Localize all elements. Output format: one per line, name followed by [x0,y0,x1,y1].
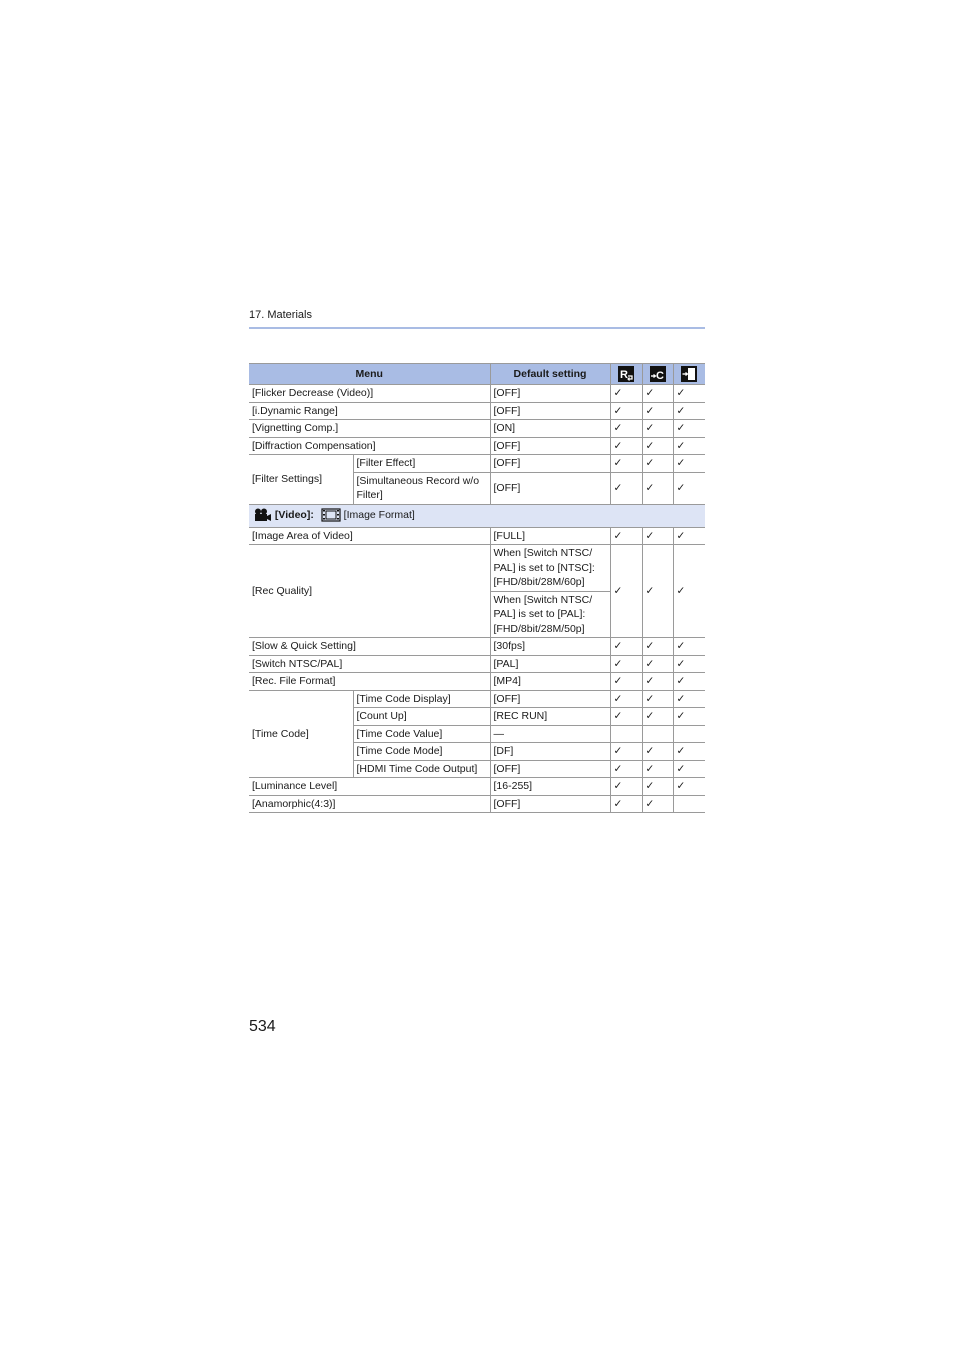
menu-cell: [Luminance Level] [249,778,490,796]
section-title: [Video]: [274,509,314,522]
default-cell: [OFF] [490,472,610,504]
table-row [249,545,705,592]
menu-cell: [Image Area of Video] [249,527,490,545]
section-header-row [249,504,705,527]
copy-settings-column-header [673,364,705,385]
check-mark: ✓ [610,385,642,403]
default-cell: [16-255] [490,778,610,796]
page-number: 534 [249,1018,276,1035]
restore-custom-column-header [642,364,673,385]
check-mark: ✓ [642,385,673,403]
check-mark: ✓ [642,795,673,813]
table-row [249,655,705,673]
table-header-row [249,364,705,385]
table-row [249,402,705,420]
check-mark: ✓ [673,455,705,473]
table-row [249,420,705,438]
default-cell: [30fps] [490,638,610,656]
check-mark: ✓ [642,673,673,691]
table-row [249,527,705,545]
table-row [249,795,705,813]
section-subtitle: [Image Format] [343,509,415,522]
table-row [249,385,705,403]
default-cell: [REC RUN] [490,708,610,726]
menu-cell: [Flicker Decrease (Video)] [249,385,490,403]
restore-recording-settings-icon [618,366,634,382]
check-mark: ✓ [673,778,705,796]
restore-recording-column-header [610,364,642,385]
group-menu-cell: [Filter Settings] [249,455,353,505]
check-mark: ✓ [673,708,705,726]
menu-settings-table [249,363,705,813]
check-mark: ✓ [642,638,673,656]
check-mark: ✓ [610,437,642,455]
check-mark: ✓ [610,673,642,691]
check-mark: ✓ [610,545,642,638]
default-cell: [FULL] [490,527,610,545]
video-camera-icon [254,508,272,522]
table-row [249,778,705,796]
default-cell: When [Switch NTSC/ PAL] is set to [NTSC]: [FHD/8bit/28M/60p] [490,545,610,592]
check-mark: ✓ [610,420,642,438]
sub-menu-cell: [Time Code Display] [353,690,490,708]
menu-cell: [Switch NTSC/PAL] [249,655,490,673]
table-row [249,455,705,473]
group-menu-cell: [Time Code] [249,690,353,778]
check-mark: ✓ [642,690,673,708]
check-mark: ✓ [642,527,673,545]
check-mark: ✓ [610,690,642,708]
check-mark: ✓ [642,778,673,796]
default-cell: [DF] [490,743,610,761]
default-cell: [OFF] [490,760,610,778]
default-cell: [OFF] [490,437,610,455]
check-mark: ✓ [610,402,642,420]
check-mark: ✓ [673,743,705,761]
sub-menu-cell: [Time Code Value] [353,725,490,743]
restore-custom-mode-icon [650,366,666,382]
default-cell: [OFF] [490,402,610,420]
check-mark: ✓ [642,472,673,504]
table-row [249,638,705,656]
check-mark: ✓ [673,760,705,778]
check-mark: ✓ [610,760,642,778]
check-mark [673,725,705,743]
svg-text:C: C [655,370,664,382]
check-mark: ✓ [673,402,705,420]
check-mark: ✓ [673,420,705,438]
check-mark: ✓ [673,545,705,638]
check-mark: ✓ [610,743,642,761]
check-mark: ✓ [642,743,673,761]
menu-cell: [Rec Quality] [249,545,490,638]
table-row [249,690,705,708]
check-mark: ✓ [610,655,642,673]
check-mark: ✓ [673,655,705,673]
check-mark: ✓ [673,437,705,455]
check-mark [610,725,642,743]
check-mark: ✓ [673,690,705,708]
sub-menu-cell: [Time Code Mode] [353,743,490,761]
check-mark: ✓ [673,472,705,504]
check-mark: ✓ [610,455,642,473]
sub-menu-cell: [Filter Effect] [353,455,490,473]
menu-cell: [Vignetting Comp.] [249,420,490,438]
table-row [249,673,705,691]
check-mark: ✓ [610,708,642,726]
menu-cell: [i.Dynamic Range] [249,402,490,420]
header-divider [249,327,705,329]
default-cell: [OFF] [490,795,610,813]
section-header-cell [249,504,705,527]
check-mark: ✓ [673,638,705,656]
default-cell: [PAL] [490,655,610,673]
check-mark: ✓ [642,545,673,638]
check-mark [673,795,705,813]
check-mark [642,725,673,743]
check-mark: ✓ [610,795,642,813]
check-mark: ✓ [642,402,673,420]
menu-cell: [Rec. File Format] [249,673,490,691]
check-mark: ✓ [610,638,642,656]
table-row [249,437,705,455]
check-mark: ✓ [673,385,705,403]
film-frame-icon [321,508,341,522]
menu-column-header: Menu [249,364,490,385]
default-cell: [OFF] [490,455,610,473]
check-mark: ✓ [610,472,642,504]
sub-menu-cell: [Simultaneous Record w/o Filter] [353,472,490,504]
default-cell: [ON] [490,420,610,438]
sub-menu-cell: [HDMI Time Code Output] [353,760,490,778]
default-cell: — [490,725,610,743]
menu-cell: [Diffraction Compensation] [249,437,490,455]
copy-settings-icon [681,366,697,382]
chapter-title: 17. Materials [249,309,312,321]
menu-cell: [Anamorphic(4:3)] [249,795,490,813]
svg-text:R: R [620,369,628,381]
check-mark: ✓ [642,455,673,473]
check-mark: ✓ [673,673,705,691]
default-cell: [OFF] [490,690,610,708]
default-cell: [OFF] [490,385,610,403]
default-cell: [MP4] [490,673,610,691]
default-setting-column-header: Default setting [490,364,610,385]
check-mark: ✓ [673,527,705,545]
sub-menu-cell: [Count Up] [353,708,490,726]
check-mark: ✓ [642,655,673,673]
default-cell: When [Switch NTSC/ PAL] is set to [PAL]: [FHD/8bit/28M/50p] [490,591,610,638]
check-mark: ✓ [642,437,673,455]
check-mark: ✓ [642,420,673,438]
check-mark: ✓ [642,760,673,778]
menu-cell: [Slow & Quick Setting] [249,638,490,656]
check-mark: ✓ [610,778,642,796]
check-mark: ✓ [610,527,642,545]
check-mark: ✓ [642,708,673,726]
